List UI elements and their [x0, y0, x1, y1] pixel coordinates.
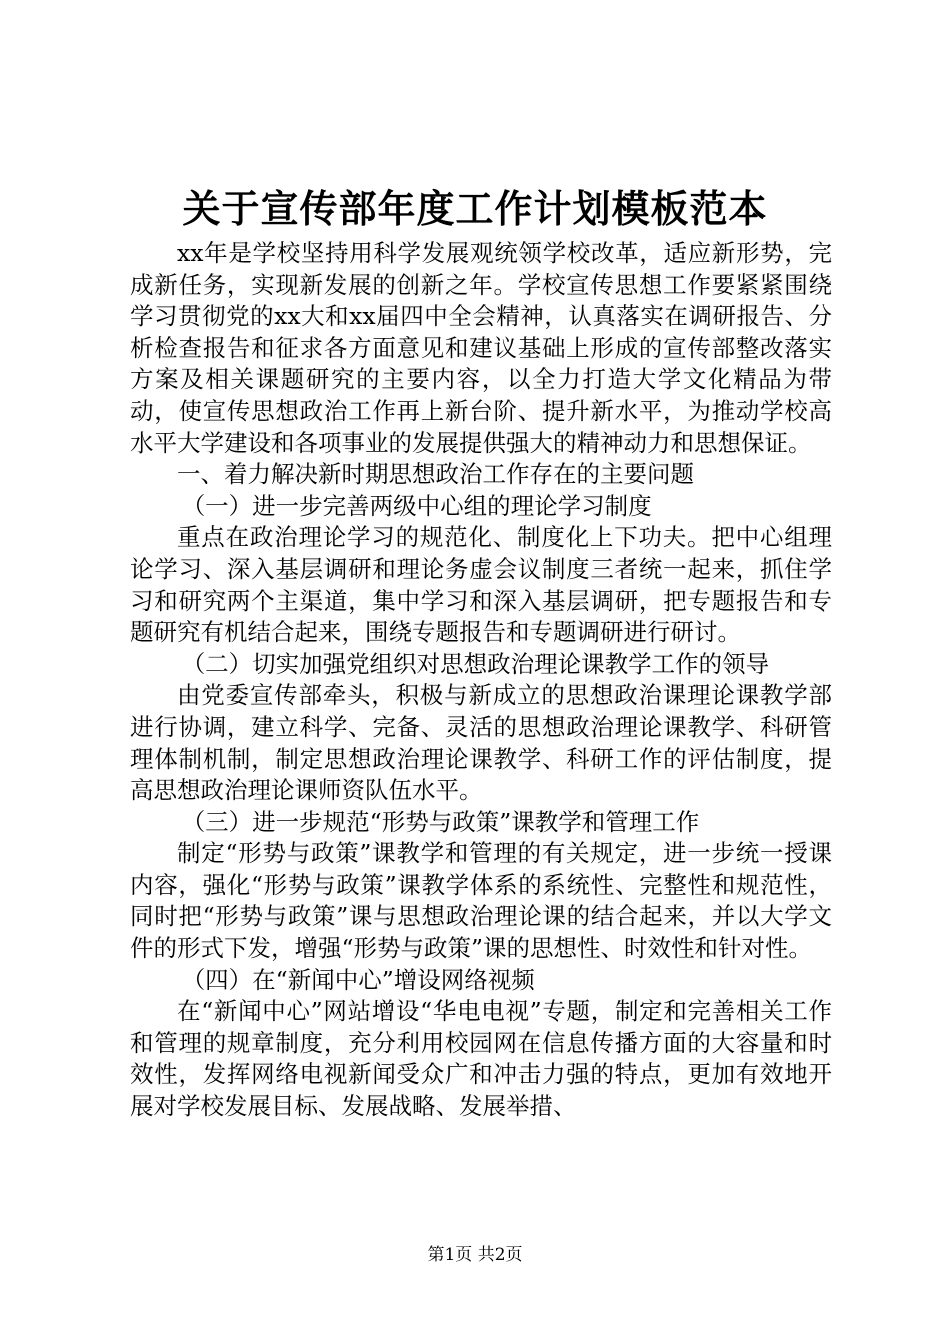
subsection-heading-2: （二）切实加强党组织对思想政治理论课教学工作的领导 [181, 649, 770, 678]
subsection-heading-4: （四）在“新闻中心”增设网络视频 [181, 965, 535, 994]
paragraph-subsection-2: 由党委宣传部牵头，积极与新成立的思想政治课理论课教学部进行协调，建立科学、完备、灵活的思想政治理论课教学、科研管理体制机制，制定思想政治理论课教学、科研工作的评估制度，提高思想政治理论课师资队伍水平。 [130, 681, 832, 805]
paragraph-subsection-4: 在“新闻中心”网站增设“华电电视”专题，制定和完善相关工作和管理的规章制度，充分利用校园网在信息传播方面的大容量和时效性，发挥网络电视新闻受众广和冲击力强的特点，更加有效地开展对学校发展目标、发展战略、发展举措、 [130, 997, 832, 1121]
page-footer: 第1页 共2页 [427, 1245, 523, 1265]
paragraph-intro: xx年是学校坚持用科学发展观统领学校改革，适应新形势，完成新任务，实现新发展的创新之年。学校宣传思想工作要紧紧围绕学习贯彻党的xx大和xx届四中全会精神，认真落实在调研报告、分析检查报告和征求各方面意见和建议基础上形成的宣传部整改落实方案及相关课题研究的主要内容，以全力打造大学文化精品为带动，使宣传思想政治工作再上新台阶、提升新水平，为推动学校高水平大学建设和各项事业的发展提供强大的精神动力和思想保证。 [130, 239, 832, 457]
paragraph-subsection-3: 制定“形势与政策”课教学和管理的有关规定，进一步统一授课内容，强化“形势与政策”课教学体系的系统性、完整性和规范性，同时把“形势与政策”课与思想政治理论课的结合起来，并以大学文件的形式下发，增强“形势与政策”课的思想性、时效性和针对性。 [130, 839, 832, 963]
subsection-heading-3: （三）进一步规范“形势与政策”课教学和管理工作 [181, 807, 700, 836]
section-heading-1: 一、着力解决新时期思想政治工作存在的主要问题 [177, 460, 694, 489]
paragraph-subsection-1: 重点在政治理论学习的规范化、制度化上下功夫。把中心组理论学习、深入基层调研和理论务虚会议制度三者统一起来，抓住学习和研究两个主渠道，集中学习和深入基层调研，把专题报告和专题研究有机结合起来，围绕专题报告和专题调研进行研讨。 [130, 523, 832, 647]
document-body [130, 238, 832, 1123]
subsection-heading-1: （一）进一步完善两级中心组的理论学习制度 [181, 491, 652, 520]
document-title: 关于宣传部年度工作计划模板范本 [182, 186, 768, 231]
